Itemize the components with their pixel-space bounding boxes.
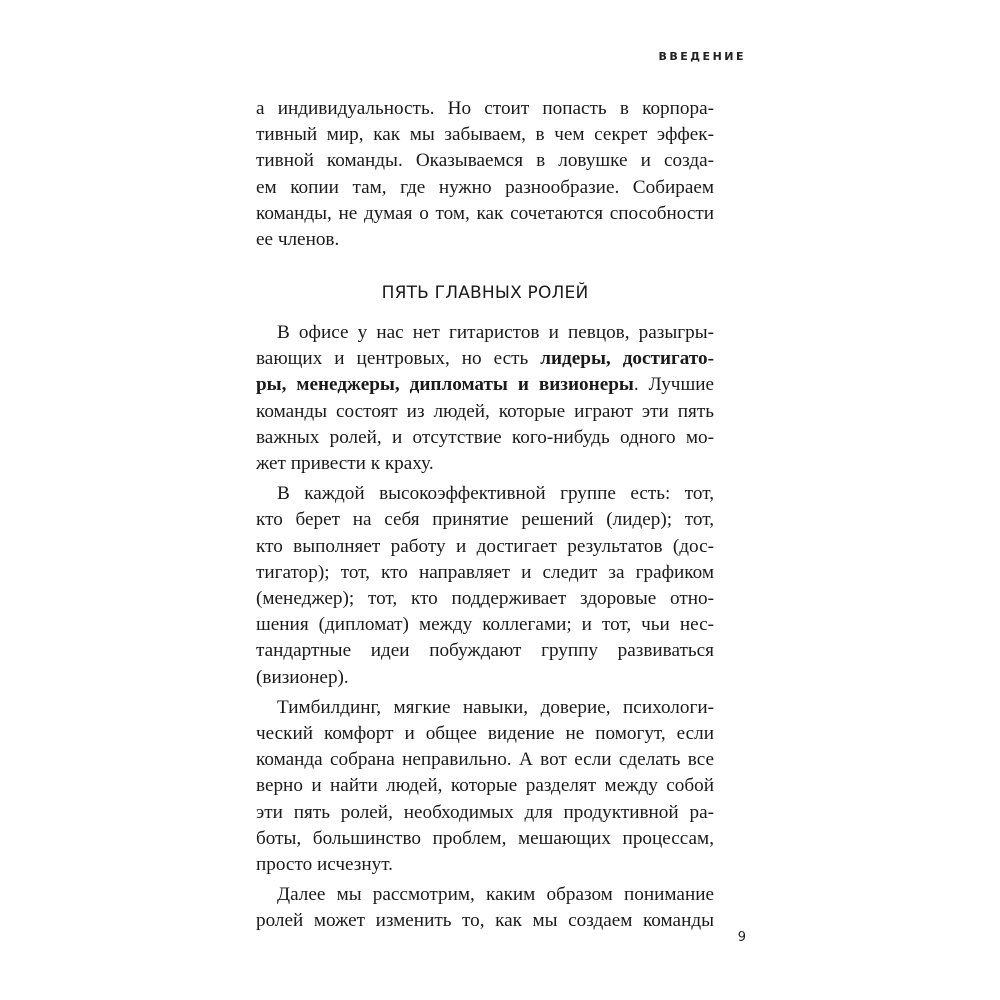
text-line: команда собрана неправильно. А вот если сделать все (256, 749, 714, 771)
text-line: команды состоят из людей, которые играют эти пять (256, 400, 714, 422)
text-line (256, 372, 714, 398)
paragraph-2 (256, 481, 714, 691)
running-head: ВВЕДЕНИЕ (658, 50, 746, 63)
text-line: а индивидуальность. Но стоит попасть в корпора- (256, 98, 714, 119)
text-line: тивный мир, как мы забываем, в чем секрет эффек- (256, 124, 714, 146)
text-line: тандартные идеи побуждают группу развиваться (256, 640, 714, 662)
text-line: кто берет на себя принятие решений (лидер); тот, (256, 509, 714, 531)
text-line: Тимбилдинг, мягкие навыки, доверие, психологи- (277, 696, 714, 718)
body-text (256, 320, 714, 935)
text-line: В каждой высокоэффективной группе есть: тот, (277, 483, 714, 505)
text-line: тивной команды. Оказываемся в ловушке и созда- (256, 150, 714, 172)
text-line (256, 346, 714, 372)
text-line: (визионер). (256, 666, 349, 688)
text-line: шения (дипломат) между коллегами; и тот, чьи нес- (256, 614, 714, 636)
text-line: эти пять ролей, необходимых для продуктивной ра- (256, 801, 714, 823)
text-line: боты, большинство проблем, мешающих процессам, (256, 827, 714, 849)
text-line: тигатор); тот, кто направляет и следит за графиком (256, 561, 714, 583)
page-number: 9 (737, 930, 746, 945)
text-line: ее членов. (256, 229, 340, 251)
intro-paragraph (256, 96, 714, 253)
text-line: просто исчезнут. (256, 854, 393, 876)
text-line: ческий комфорт и общее видение не помогут, если (256, 723, 714, 745)
roles-emphasis: ры, менеджеры, дипломаты и визионеры (256, 374, 634, 396)
text-line: (менеджер); тот, кто поддерживает здоровые отно- (256, 588, 714, 610)
text-line: жет привести к краху. (256, 453, 434, 475)
text-fragment: вающих и центровых, но есть (256, 348, 541, 370)
text-fragment: . Лучшие (633, 374, 714, 396)
text-line: В офисе у нас нет гитаристов и певцов, разыгры- (277, 322, 714, 343)
text-line: Далее мы рассмотрим, каким образом понимание (277, 884, 714, 906)
text-line: кто выполняет работу и достигает результатов (дос- (256, 535, 714, 557)
text-line: ролей может изменить то, как мы создаем команды (256, 910, 714, 932)
paragraph-3 (256, 695, 714, 878)
paragraph-4 (256, 882, 714, 934)
section-title: ПЯТЬ ГЛАВНЫХ РОЛЕЙ (381, 283, 589, 303)
text-line: верно и найти людей, которые разделят между собой (256, 775, 714, 797)
roles-emphasis: лидеры, достигато- (540, 348, 714, 370)
text-line: команды, не думая о том, как сочетаются способности (256, 202, 714, 224)
text-line: важных ролей, и отсутствие кого-нибудь одного мо- (256, 426, 714, 448)
paragraph-1 (256, 320, 714, 477)
text-line: ем копии там, где нужно разнообразие. Собираем (256, 176, 714, 198)
